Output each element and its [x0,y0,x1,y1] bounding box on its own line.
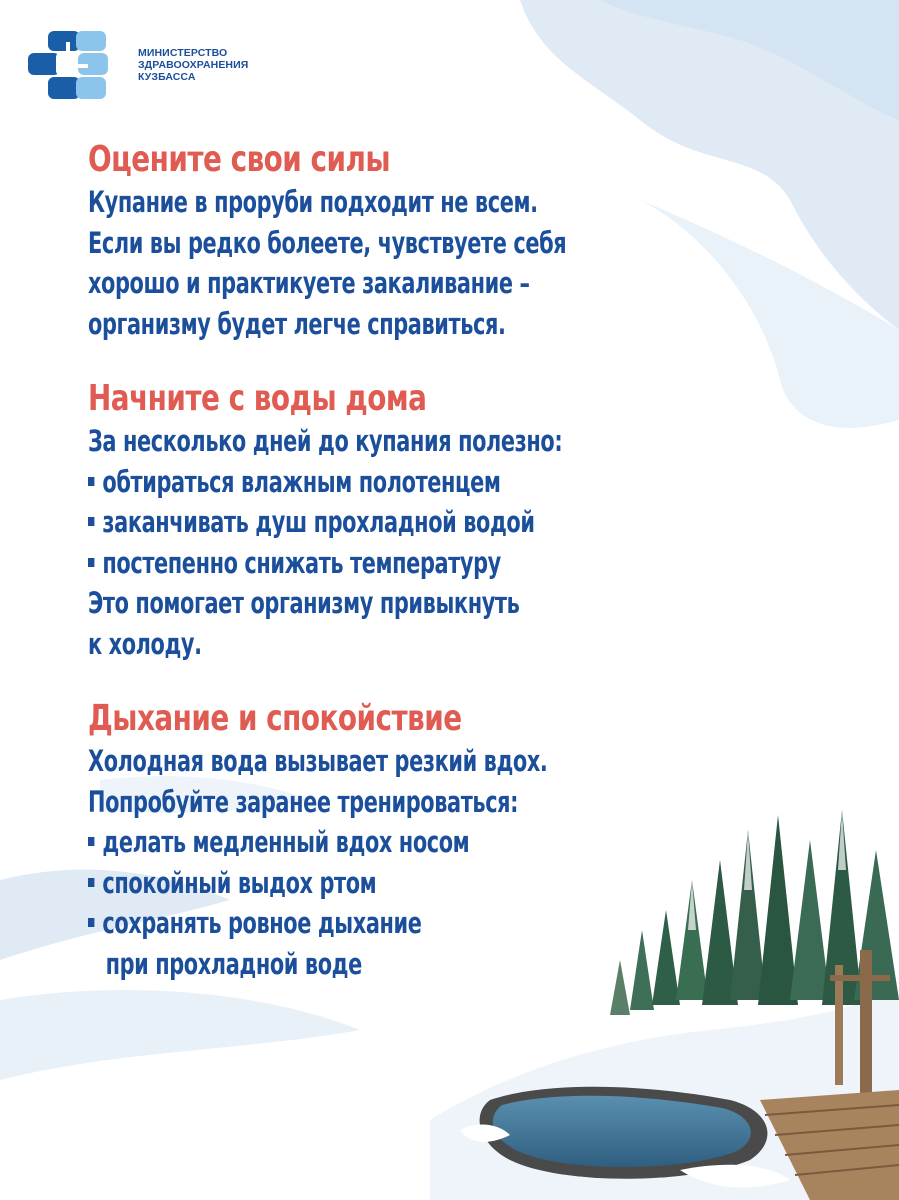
text-line: к холоду. [88,626,202,661]
text-line: хорошо и практикуете закаливание – [88,266,530,300]
bullet-item [88,543,648,584]
bullet-continuation: при прохладной воде [105,946,362,981]
section-assess-strength [88,138,788,344]
bullet-item [88,822,648,863]
text-line: организму будет легче справиться. [88,306,506,341]
bullet-icon [88,558,94,567]
section-start-at-home [88,377,788,664]
bullet-icon [88,517,94,526]
text-line: Это помогает организму привыкнуть [88,586,520,620]
bullet-item [88,502,648,543]
bullet-icon [88,477,94,486]
text-line: За несколько дней до купания полезно: [88,424,563,458]
section-title: Начните с воды дома [88,378,427,419]
main-content [88,138,788,1017]
bullet-item [88,462,648,503]
ministry-name [138,47,248,83]
ministry-name-line1: МИНИСТЕРСТВО [138,47,228,59]
medical-cross-icon [26,28,130,102]
bullet-item [88,863,648,904]
section-title: Оцените свои силы [88,139,391,180]
text-line: Холодная вода вызывает резкий вдох. [88,744,548,778]
section-title: Дыхание и спокойствие [88,698,462,739]
section-breathing [88,697,788,984]
ministry-logo [26,28,248,102]
ministry-name-line2: ЗДРАВООХРАНЕНИЯ [138,59,249,71]
bullet-text: делать медленный вдох носом [102,825,470,859]
bullet-text: заканчивать душ прохладной водой [102,505,535,539]
bullet-text: обтираться влажным полотенцем [102,464,501,499]
ministry-name-line3: КУЗБАССА [138,71,196,83]
bullet-icon [88,918,94,927]
text-line: Купание в проруби подходит не всем. [88,185,538,219]
text-line: Попробуйте заранее тренироваться: [88,784,519,819]
bullet-text: постепенно снижать температуру [102,545,501,580]
bullet-item [88,903,648,944]
bullet-icon [88,878,94,887]
bullet-text: спокойный выдох ртом [102,865,377,900]
text-line: Если вы редко болеете, чувствуете себя [88,225,567,260]
bullet-text: сохранять ровное дыхание [102,906,422,940]
bullet-icon [88,837,94,846]
